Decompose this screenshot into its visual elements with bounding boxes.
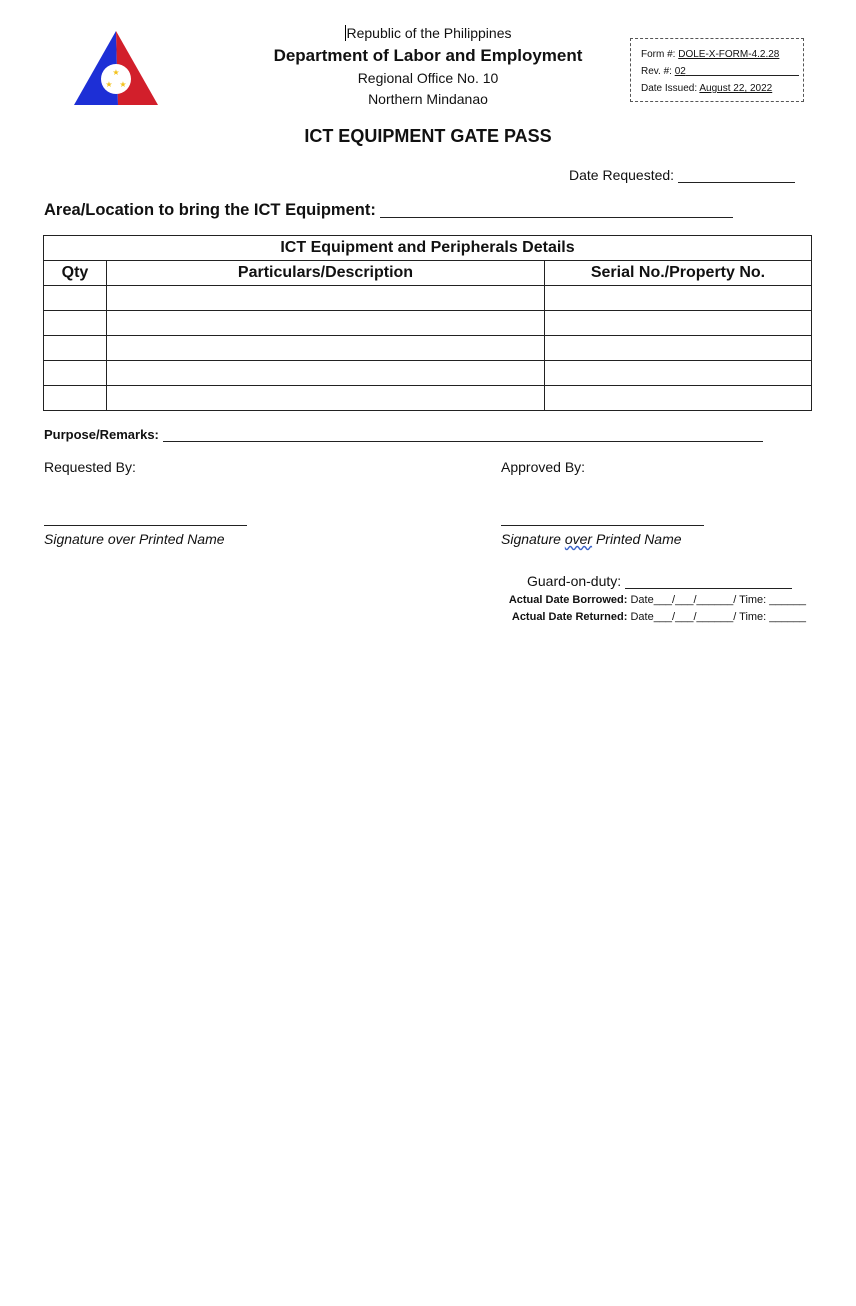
purpose-row: [44, 427, 763, 442]
form-info-box: [630, 38, 804, 102]
serial-cell[interactable]: [545, 386, 812, 411]
table-row: [44, 386, 812, 411]
qty-cell[interactable]: [44, 286, 107, 311]
actual-date-borrowed: [0, 594, 806, 606]
requested-signature-caption: Signature over Printed Name: [44, 531, 225, 547]
rev-number-value: 02: [674, 66, 686, 77]
qty-cell[interactable]: [44, 361, 107, 386]
signature-caption-part: Signature: [501, 531, 565, 547]
actual-borrowed-fields[interactable]: Date___/___/______/ Time: ______: [627, 594, 806, 606]
form-number-value: DOLE-X-FORM-4.2.28: [678, 49, 780, 60]
table-caption: ICT Equipment and Peripherals Details: [44, 236, 812, 261]
date-requested-row: [569, 167, 795, 183]
serial-cell[interactable]: [545, 336, 812, 361]
signature-caption-part: Printed Name: [592, 531, 682, 547]
date-issued-label: Date Issued:: [641, 83, 700, 94]
department-heading: Department of Labor and Employment: [273, 46, 583, 65]
description-cell[interactable]: [107, 336, 545, 361]
date-issued-row: [641, 80, 803, 97]
serial-cell[interactable]: [545, 361, 812, 386]
table-header-row: [44, 261, 812, 286]
requested-by-label: Requested By:: [44, 459, 136, 475]
form-number-row: [641, 46, 803, 63]
guard-on-duty-field[interactable]: [625, 588, 792, 589]
description-cell[interactable]: [107, 386, 545, 411]
table-caption-row: [44, 236, 812, 261]
approved-signature-caption: [501, 531, 682, 547]
column-header-qty: Qty: [44, 261, 107, 286]
equipment-table: [43, 235, 812, 411]
qty-cell[interactable]: [44, 336, 107, 361]
form-number-label: Form #:: [641, 49, 679, 60]
table-row: [44, 336, 812, 361]
document-title: ICT EQUIPMENT GATE PASS: [304, 126, 552, 146]
guard-on-duty-label: Guard-on-duty:: [527, 573, 622, 589]
qty-cell[interactable]: [44, 311, 107, 336]
actual-returned-label: Actual Date Returned:: [511, 611, 628, 623]
column-header-serial: Serial No./Property No.: [545, 261, 812, 286]
table-row: [44, 311, 812, 336]
rev-underline: [686, 65, 799, 76]
date-issued-value: August 22, 2022: [699, 83, 773, 94]
regional-office-heading: Regional Office No. 10: [357, 70, 499, 86]
area-location-field[interactable]: [380, 217, 733, 218]
date-requested-label: Date Requested:: [569, 167, 675, 183]
region-name-heading: Northern Mindanao: [368, 91, 488, 107]
republic-text: Republic of the Philippines: [346, 25, 512, 41]
actual-date-returned: [0, 611, 806, 623]
description-cell[interactable]: [107, 286, 545, 311]
rev-number-row: [641, 63, 803, 80]
qty-cell[interactable]: [44, 386, 107, 411]
serial-cell[interactable]: [545, 311, 812, 336]
description-cell[interactable]: [107, 311, 545, 336]
purpose-field[interactable]: [163, 441, 763, 442]
column-header-description: Particulars/Description: [107, 261, 545, 286]
text-cursor: [345, 25, 346, 41]
purpose-label: Purpose/Remarks:: [44, 427, 159, 442]
actual-borrowed-label: Actual Date Borrowed:: [508, 594, 628, 606]
area-location-label: Area/Location to bring the ICT Equipment:: [44, 201, 376, 219]
actual-returned-fields[interactable]: Date___/___/______/ Time: ______: [627, 611, 806, 623]
table-row: [44, 361, 812, 386]
requested-signature-line[interactable]: [44, 525, 247, 526]
date-requested-field[interactable]: [678, 182, 795, 183]
svg-text:★: ★: [119, 80, 127, 89]
description-cell[interactable]: [107, 361, 545, 386]
table-row: [44, 286, 812, 311]
guard-on-duty-row: [527, 573, 792, 589]
svg-text:★: ★: [105, 80, 113, 89]
approved-signature-line[interactable]: [501, 525, 704, 526]
serial-cell[interactable]: [545, 286, 812, 311]
svg-text:★: ★: [112, 68, 120, 77]
signature-caption-spellcheck-word: over: [564, 531, 593, 547]
rev-number-label: Rev. #:: [641, 66, 675, 77]
area-location-row: [44, 201, 733, 220]
approved-by-label: Approved By:: [501, 459, 586, 475]
